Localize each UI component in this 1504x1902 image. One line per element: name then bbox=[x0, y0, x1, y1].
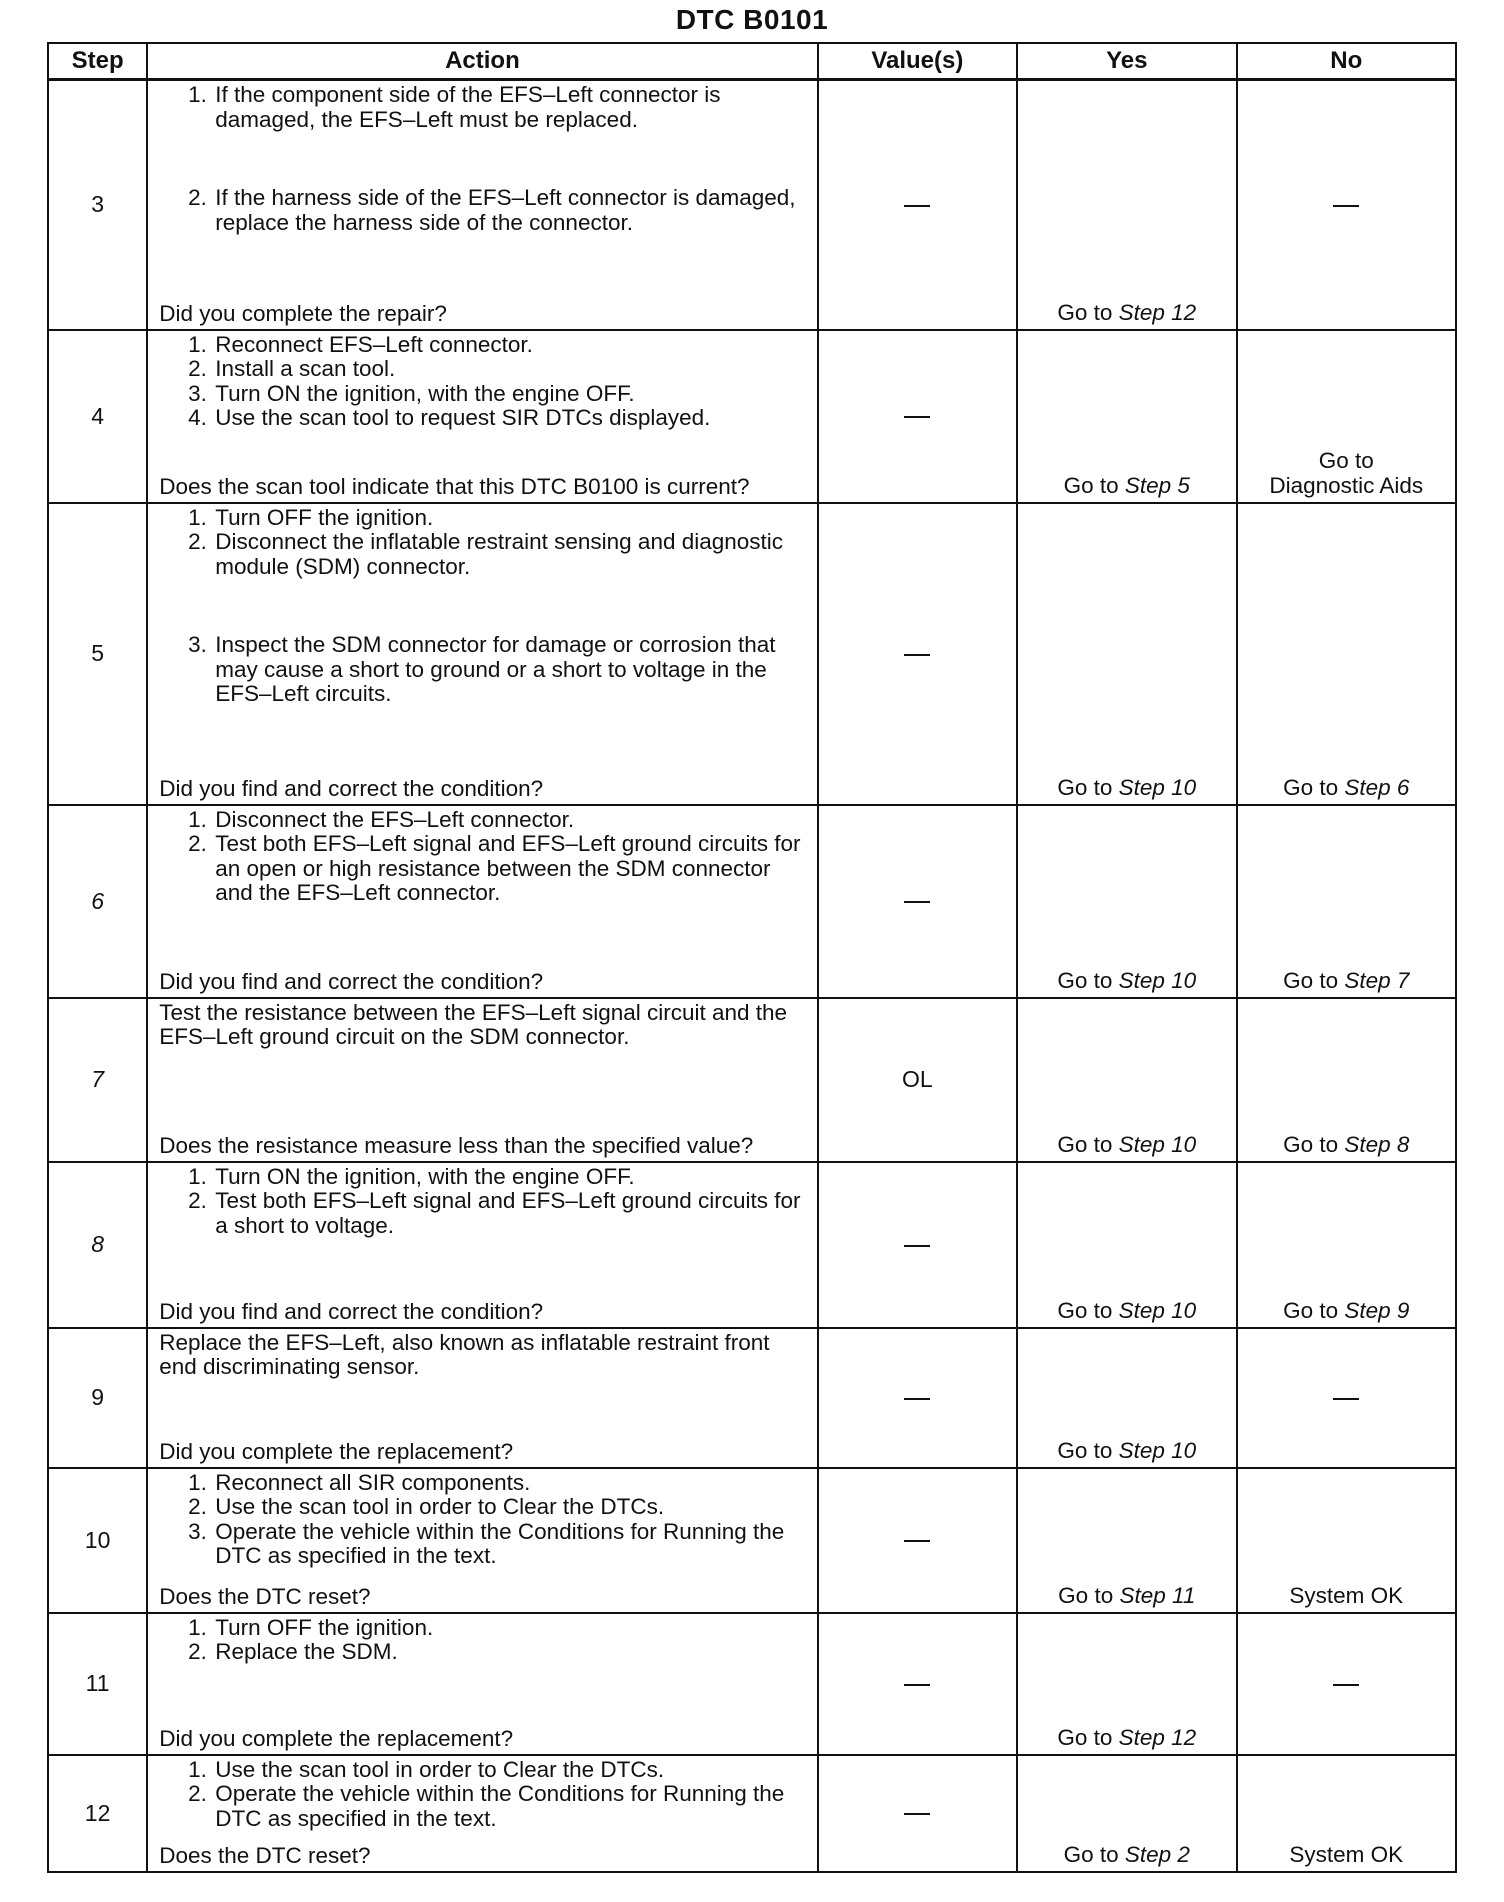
action-item: 2. Test both EFS–Left signal and EFS–Left ground circuits for an open or high resistance between the SDM connector and the EFS–Left connector. bbox=[213, 832, 806, 906]
no-cell bbox=[1237, 998, 1457, 1162]
action-question: Did you complete the replacement? bbox=[159, 1439, 514, 1464]
yes-cell bbox=[1017, 330, 1236, 503]
action-item: 2. If the harness side of the EFS–Left connector is damaged, replace the harness side of the connector. bbox=[213, 186, 806, 235]
table-row bbox=[48, 1468, 1456, 1613]
yes-prefix: Go to bbox=[1057, 299, 1113, 325]
step-number: 6 bbox=[48, 805, 147, 998]
action-item: 1. Disconnect the EFS–Left connector. bbox=[213, 808, 806, 833]
table-row bbox=[48, 1328, 1456, 1468]
yes-step-ref: Step 10 bbox=[1118, 1297, 1197, 1323]
yes-prefix: Go to bbox=[1057, 1724, 1113, 1750]
yes-cell bbox=[1017, 80, 1236, 330]
table-row bbox=[48, 998, 1456, 1162]
value-dash bbox=[904, 901, 930, 903]
table-row bbox=[48, 1755, 1456, 1872]
action-text: Test the resistance between the EFS–Left signal circuit and the EFS–Left ground circuit on the SDM connector. bbox=[159, 999, 788, 1049]
action-item: 1. If the component side of the EFS–Left connector is damaged, the EFS–Left must be replaced. bbox=[213, 83, 806, 132]
no-cell bbox=[1237, 805, 1457, 998]
value-cell bbox=[818, 330, 1017, 503]
value-cell: OL bbox=[818, 998, 1017, 1162]
no-step-ref: Step 8 bbox=[1344, 1131, 1410, 1157]
action-question: Does the resistance measure less than the specified value? bbox=[159, 1133, 754, 1158]
no-cell bbox=[1237, 1328, 1457, 1468]
header-action: Action bbox=[147, 43, 817, 80]
no-diagnostic-aids: Diagnostic Aids bbox=[1269, 472, 1424, 498]
header-yes: Yes bbox=[1017, 43, 1236, 80]
action-item: 3. Operate the vehicle within the Conditions for Running the DTC as specified in the text. bbox=[213, 1520, 806, 1569]
yes-step-ref: Step 2 bbox=[1124, 1841, 1190, 1867]
no-cell bbox=[1237, 503, 1457, 805]
action-question: Did you complete the replacement? bbox=[159, 1726, 514, 1751]
value-dash bbox=[904, 1684, 930, 1686]
action-item: 2. Disconnect the inflatable restraint sensing and diagnostic module (SDM) connector. bbox=[213, 530, 806, 579]
action-question: Did you find and correct the condition? bbox=[159, 1299, 544, 1324]
yes-cell bbox=[1017, 1328, 1236, 1468]
action-list bbox=[159, 1471, 806, 1569]
table-row bbox=[48, 503, 1456, 805]
no-prefix: Go to bbox=[1283, 967, 1339, 993]
no-goto: Go to bbox=[1318, 447, 1374, 473]
action-question: Does the DTC reset? bbox=[159, 1584, 371, 1609]
action-cell bbox=[147, 998, 817, 1162]
yes-step-ref: Step 11 bbox=[1119, 1582, 1196, 1608]
yes-step-ref: Step 5 bbox=[1124, 472, 1190, 498]
action-question: Did you complete the repair? bbox=[159, 301, 447, 326]
action-cell bbox=[147, 1162, 817, 1328]
yes-prefix: Go to bbox=[1057, 1131, 1113, 1157]
yes-step-ref: Step 10 bbox=[1118, 967, 1197, 993]
action-cell bbox=[147, 1468, 817, 1613]
value-dash bbox=[904, 416, 930, 418]
action-item: 2. Test both EFS–Left signal and EFS–Left ground circuits for a short to voltage. bbox=[213, 1189, 806, 1238]
action-item: 1. Reconnect EFS–Left connector. bbox=[213, 333, 806, 358]
no-dash bbox=[1333, 205, 1359, 207]
action-item: 2. Install a scan tool. bbox=[213, 357, 806, 382]
yes-step-ref: Step 10 bbox=[1118, 774, 1197, 800]
no-dash bbox=[1333, 1684, 1359, 1686]
step-number: 11 bbox=[48, 1613, 147, 1755]
value-dash bbox=[904, 1245, 930, 1247]
no-prefix: Go to bbox=[1283, 1131, 1339, 1157]
diagnostic-table bbox=[47, 42, 1457, 1873]
step-number: 5 bbox=[48, 503, 147, 805]
yes-cell bbox=[1017, 1468, 1236, 1613]
value-cell bbox=[818, 1328, 1017, 1468]
value-cell bbox=[818, 1613, 1017, 1755]
header-row bbox=[48, 43, 1456, 80]
step-number: 12 bbox=[48, 1755, 147, 1872]
no-step-ref: Step 6 bbox=[1344, 774, 1410, 800]
table-row bbox=[48, 330, 1456, 503]
action-question: Did you find and correct the condition? bbox=[159, 969, 544, 994]
action-item: 1. Turn ON the ignition, with the engine OFF. bbox=[213, 1165, 806, 1190]
action-list bbox=[159, 808, 806, 906]
value-dash bbox=[904, 654, 930, 656]
no-step-ref: Step 9 bbox=[1344, 1297, 1410, 1323]
action-question: Did you find and correct the condition? bbox=[159, 776, 544, 801]
header-no: No bbox=[1237, 43, 1457, 80]
action-cell bbox=[147, 1613, 817, 1755]
table-row bbox=[48, 80, 1456, 330]
yes-cell bbox=[1017, 805, 1236, 998]
yes-cell bbox=[1017, 1755, 1236, 1872]
value-cell bbox=[818, 805, 1017, 998]
step-number: 4 bbox=[48, 330, 147, 503]
no-cell bbox=[1237, 330, 1457, 503]
action-cell bbox=[147, 503, 817, 805]
action-cell bbox=[147, 330, 817, 503]
value-cell bbox=[818, 1755, 1017, 1872]
no-cell: System OK bbox=[1237, 1468, 1457, 1613]
action-item: 3. Inspect the SDM connector for damage or corrosion that may cause a short to ground or a short to voltage in the EFS–Left circuits. bbox=[213, 633, 806, 707]
no-step-ref: Step 7 bbox=[1344, 967, 1410, 993]
value-cell bbox=[818, 80, 1017, 330]
action-list bbox=[159, 1165, 806, 1239]
action-question: Does the scan tool indicate that this DTC B0100 is current? bbox=[159, 474, 750, 499]
yes-prefix: Go to bbox=[1057, 1297, 1113, 1323]
action-list bbox=[159, 1616, 806, 1665]
action-cell bbox=[147, 80, 817, 330]
yes-step-ref: Step 10 bbox=[1118, 1131, 1197, 1157]
yes-prefix: Go to bbox=[1057, 774, 1113, 800]
action-item: 2. Replace the SDM. bbox=[213, 1640, 806, 1665]
yes-cell bbox=[1017, 1162, 1236, 1328]
value-cell bbox=[818, 1468, 1017, 1613]
step-number: 7 bbox=[48, 998, 147, 1162]
no-prefix: Go to bbox=[1283, 1297, 1339, 1323]
yes-cell bbox=[1017, 503, 1236, 805]
action-list bbox=[159, 506, 806, 707]
header-values: Value(s) bbox=[818, 43, 1017, 80]
action-cell bbox=[147, 1328, 817, 1468]
value-cell bbox=[818, 503, 1017, 805]
yes-step-ref: Step 10 bbox=[1118, 1437, 1197, 1463]
step-number: 8 bbox=[48, 1162, 147, 1328]
yes-prefix: Go to bbox=[1057, 967, 1113, 993]
table-row bbox=[48, 1162, 1456, 1328]
value-dash bbox=[904, 205, 930, 207]
no-cell bbox=[1237, 1613, 1457, 1755]
action-item: 2. Operate the vehicle within the Conditions for Running the DTC as specified in the text. bbox=[213, 1782, 806, 1831]
table-row bbox=[48, 1613, 1456, 1755]
step-number: 10 bbox=[48, 1468, 147, 1613]
yes-prefix: Go to bbox=[1058, 1582, 1114, 1608]
value-dash bbox=[904, 1813, 930, 1815]
document-title: DTC B0101 bbox=[675, 4, 829, 35]
no-prefix: Go to bbox=[1283, 774, 1339, 800]
no-cell bbox=[1237, 1162, 1457, 1328]
yes-step-ref: Step 12 bbox=[1118, 1724, 1197, 1750]
yes-cell bbox=[1017, 998, 1236, 1162]
action-item: 1. Reconnect all SIR components. bbox=[213, 1471, 806, 1496]
action-item: 1. Turn OFF the ignition. bbox=[213, 1616, 806, 1641]
action-question: Does the DTC reset? bbox=[159, 1843, 371, 1868]
step-number: 9 bbox=[48, 1328, 147, 1468]
yes-prefix: Go to bbox=[1057, 1437, 1113, 1463]
header-step: Step bbox=[48, 43, 147, 80]
action-list bbox=[159, 83, 806, 235]
yes-prefix: Go to bbox=[1063, 1841, 1119, 1867]
action-text: Replace the EFS–Left, also known as inflatable restraint front end discriminating sensor. bbox=[159, 1329, 770, 1379]
table-row bbox=[48, 805, 1456, 998]
no-dash bbox=[1333, 1398, 1359, 1400]
action-item: 3. Turn ON the ignition, with the engine OFF. bbox=[213, 382, 806, 407]
action-cell bbox=[147, 1755, 817, 1872]
value-dash bbox=[904, 1540, 930, 1542]
yes-prefix: Go to bbox=[1063, 472, 1119, 498]
value-cell bbox=[818, 1162, 1017, 1328]
action-item: 4. Use the scan tool to request SIR DTCs displayed. bbox=[213, 406, 806, 431]
no-cell: System OK bbox=[1237, 1755, 1457, 1872]
action-item: 1. Use the scan tool in order to Clear the DTCs. bbox=[213, 1758, 806, 1783]
step-number: 3 bbox=[48, 80, 147, 330]
action-list bbox=[159, 1758, 806, 1832]
action-item: 2. Use the scan tool in order to Clear the DTCs. bbox=[213, 1495, 806, 1520]
action-cell bbox=[147, 805, 817, 998]
no-cell bbox=[1237, 80, 1457, 330]
yes-cell bbox=[1017, 1613, 1236, 1755]
yes-step-ref: Step 12 bbox=[1118, 299, 1197, 325]
action-item: 1. Turn OFF the ignition. bbox=[213, 506, 806, 531]
action-list bbox=[159, 333, 806, 431]
value-dash bbox=[904, 1398, 930, 1400]
